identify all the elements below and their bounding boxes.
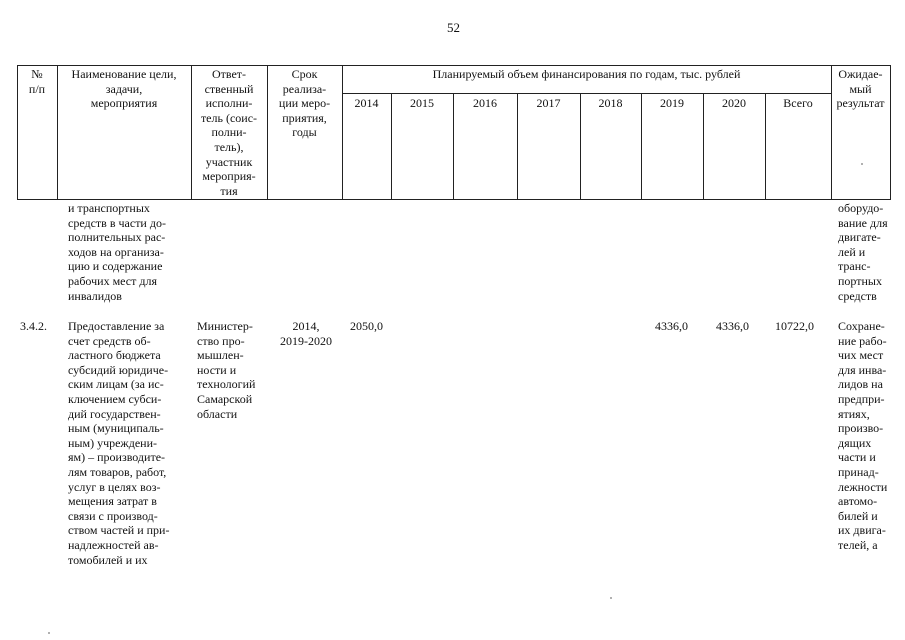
header-bottom-border [17, 199, 891, 200]
header-year-2016: 2016 [473, 96, 497, 110]
header-year-2018: 2018 [598, 96, 623, 110]
row-value-2014: 2050,0 [350, 319, 383, 333]
header-year-2015: 2015 [410, 96, 434, 110]
header-name: Наименование цели, задачи, мероприятия [71, 67, 177, 111]
row-executor: Министер- ство про- мышлен- ности и технологий Самарской области [197, 319, 256, 421]
header-num: № п/п [28, 67, 46, 96]
header-year-2014: 2014 [354, 96, 379, 110]
column-divider [342, 65, 343, 199]
row-value-total: 10722,0 [775, 319, 814, 333]
header-year-2017: 2017 [536, 96, 561, 110]
header-executor: Ответ- ственный исполни- тель (соис- полни- тель), участник мероприя- тия [200, 67, 258, 198]
years-header-border [342, 93, 831, 94]
header-term: Срок реализа- ции меро- приятия, годы [278, 67, 331, 140]
header-year-2019: 2019 [660, 96, 684, 110]
table-top-border [17, 65, 891, 66]
scan-speck [48, 632, 50, 634]
row-name: Предоставление за счет средств об- ластного бюджета субсидий юридиче- ским лицам (за ис- ключением субси- дий государствен- ным (муниципаль- ным) учреждени- ям) – производите- лям товаров, работ, услуг в целях воз- мещения затрат в связи с производ- ством частей и при- надлежностей ав- томобилей и их [68, 319, 170, 567]
header-result: Ожидае- мый результат [836, 67, 885, 111]
row-number: 3.4.2. [20, 319, 47, 333]
row-value-2019: 4336,0 [655, 319, 688, 333]
header-year-2020: 2020 [722, 96, 746, 110]
row-result: оборудо- вание для двигате- лей и транс- портных средств [838, 201, 888, 303]
row-name: и транспортных средств в части до- полнительных рас- ходов на организа- цию и содержание рабочих мест для инвалидов [68, 201, 166, 303]
header-financing: Планируемый объем финансирования по годам, тыс. рублей [432, 67, 741, 81]
scan-speck [861, 163, 863, 165]
scan-speck [610, 597, 612, 599]
header-total: Всего [783, 96, 813, 110]
row-value-2020: 4336,0 [716, 319, 749, 333]
page-number: 52 [447, 20, 460, 35]
row-term: 2014, 2019-2020 [280, 319, 332, 348]
column-divider [890, 65, 891, 199]
row-result: Сохране- ние рабо- чих мест для инва- лидов на предпри- ятиях, произво- дящих части и принад- лежности автомо- билей и их двига- телей, а [838, 319, 888, 552]
